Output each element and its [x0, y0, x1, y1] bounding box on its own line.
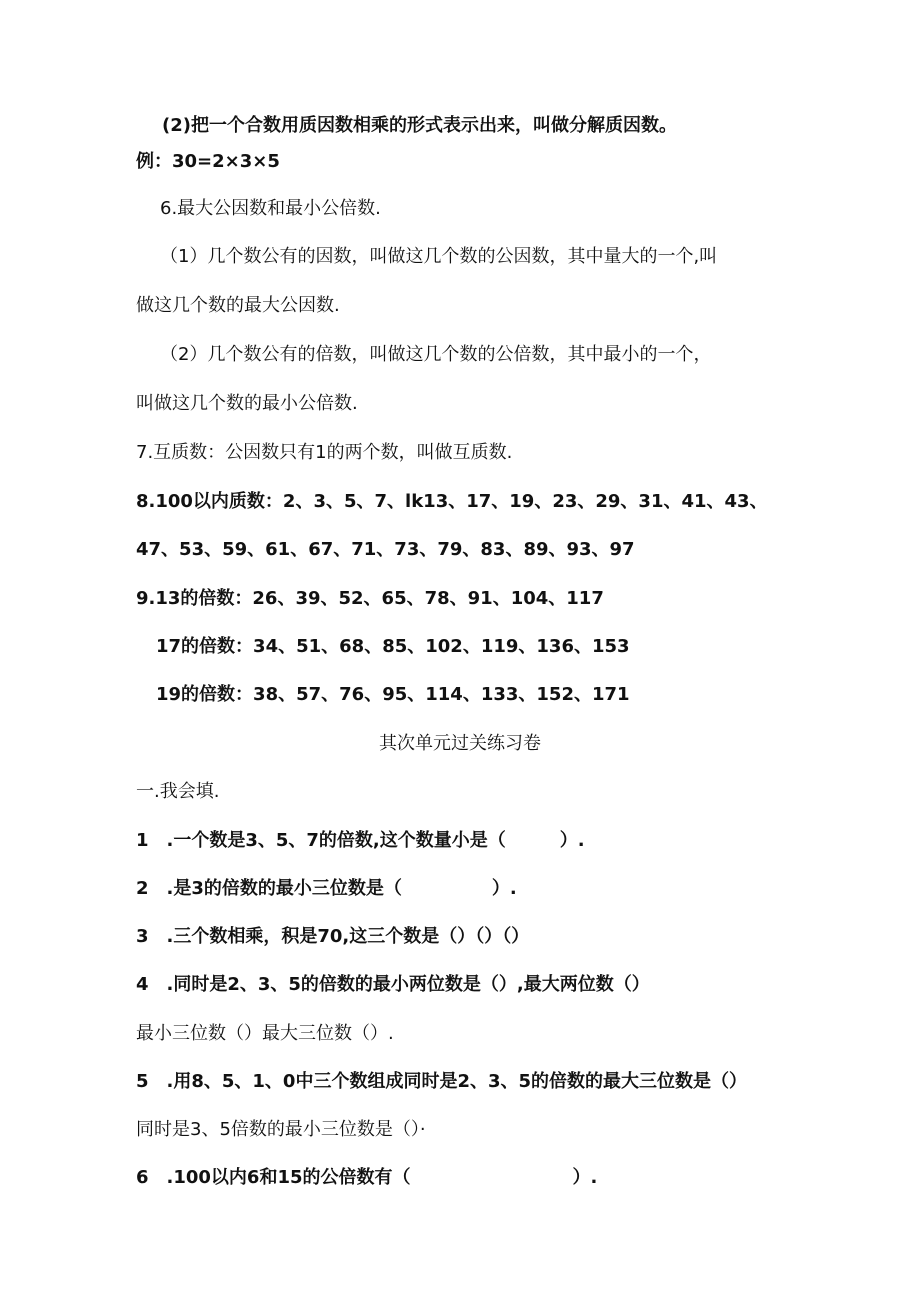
- section-heading-gcd-lcm: 6.最大公因数和最小公倍数.: [160, 198, 381, 219]
- paragraph-lcm-definition: （2）几个数公有的倍数，叫做这几个数的公倍数，其中最小的一个，: [160, 344, 712, 365]
- multiples-of-17: 17的倍数：34、51、68、85、102、119、136、153: [156, 636, 630, 657]
- question-5: 5 .用8、5、1、0中三个数组成同时是2、3、5的倍数的最大三位数是（）: [136, 1071, 748, 1092]
- question-4: 4 .同时是2、3、5的倍数的最小两位数是（）,最大两位数（）: [136, 974, 650, 995]
- question-3: 3 .三个数相乘，积是70,这三个数是（）（）（）: [136, 926, 530, 947]
- part-one-heading: 一.我会填.: [136, 781, 220, 802]
- paragraph-coprime: 7.互质数：公因数只有1的两个数，叫做互质数.: [136, 442, 513, 463]
- question-5-cont: 同时是3、5倍数的最小三位数是（）·: [136, 1119, 426, 1140]
- primes-list-line-2: 47、53、59、61、67、71、73、79、83、89、93、97: [136, 539, 635, 560]
- question-6: 6 .100以内6和15的公倍数有（ ）.: [136, 1167, 598, 1188]
- paragraph-lcm-definition-cont: 叫做这几个数的最小公倍数.: [136, 393, 358, 414]
- exercise-title: 其次单元过关练习卷: [379, 733, 541, 754]
- multiples-of-19: 19的倍数：38、57、76、95、114、133、152、171: [156, 684, 630, 705]
- example-line: 例：30=2×3×5: [136, 151, 280, 172]
- question-2: 2 .是3的倍数的最小三位数是（ ）.: [136, 878, 517, 899]
- paragraph-gcd-definition-cont: 做这几个数的最大公因数.: [136, 295, 340, 316]
- paragraph-prime-factorization: (2)把一个合数用质因数相乘的形式表示出来，叫做分解质因数。: [162, 115, 677, 136]
- paragraph-gcd-definition: （1）几个数公有的因数，叫做这几个数的公因数，其中量大的一个,叫: [160, 246, 718, 267]
- multiples-of-13: 9.13的倍数：26、39、52、65、78、91、104、117: [136, 588, 604, 609]
- question-1: 1 .一个数是3、5、7的倍数,这个数量小是（ ）.: [136, 830, 585, 851]
- primes-list-line-1: 8.100以内质数：2、3、5、7、lk13、17、19、23、29、31、41、43、: [136, 491, 768, 512]
- question-4-cont: 最小三位数（）最大三位数（）.: [136, 1023, 394, 1044]
